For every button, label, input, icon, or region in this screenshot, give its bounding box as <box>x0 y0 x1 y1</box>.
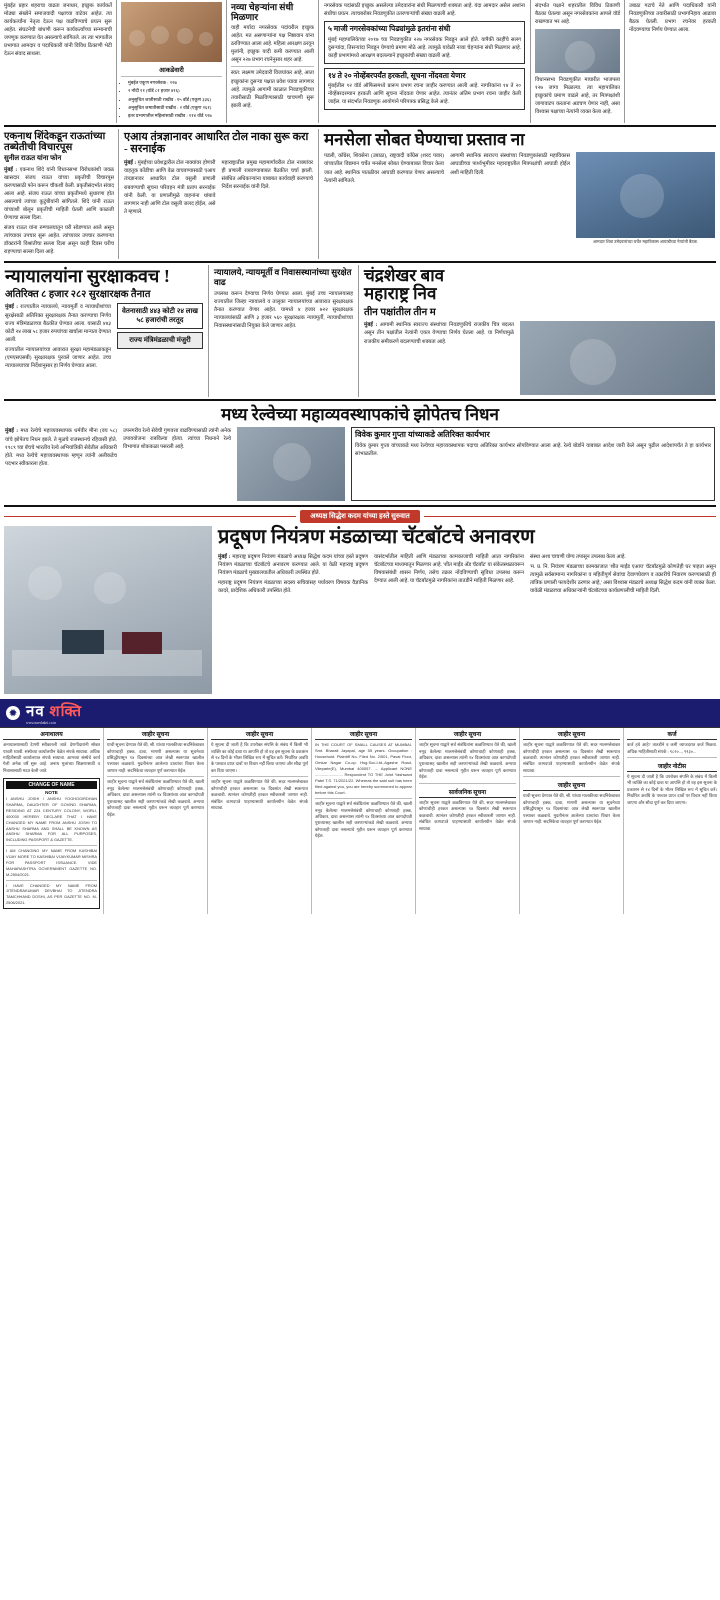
top-left-sub-column <box>226 0 318 123</box>
row3-a-text: राज्यातील न्यायालये, न्यायमूर्ती व न्यायाधीशांच्या सुरक्षेसाठी अतिरिक्त सुरक्षारक्षक तैनात करण्याचा निर्णय राज्य मंत्रिमंडळाच्या बैठकीत घेण्यात आला. यासाठी ४४३ कोटी २४ लाख ५८ हजार रुपयांच्या खर्चाला मान्यता देण्यात आली. <box>5 304 111 343</box>
row2-story-c <box>318 129 720 259</box>
top-section <box>0 0 720 123</box>
row4-sidebar-box <box>351 427 715 501</box>
facts-title: आकडेवारी <box>159 67 184 74</box>
facts-list <box>121 79 222 120</box>
row4-box-headline: विवेक कुमार गुप्ता यांच्याकडे अतिरिक्त कार्यभार <box>355 430 490 440</box>
chatbot-launch-photo <box>4 526 212 694</box>
classified-column-1 <box>0 728 104 914</box>
classified-text: जाहीर सूचना याद्वारे सर्व संबंधितांना कळविण्यात येते की, खाली नमूद केलेल्या मालमत्तेसंबंधी कोणाचाही कोणताही हक्क, अधिकार, दावा असल्यास त्यांनी १४ दिवसांच्या आत कागदोपत्री पुराव्यासह खालील सही करणाऱ्यांकडे लेखी कळवावे. अन्यथा कोणताही दावा नसल्याचे गृहीत धरून व्यवहार पूर्ण करण्यात येईल. <box>315 801 412 839</box>
classified-heading: जाहीर नोटीस <box>627 762 717 772</box>
classified-text: याची सूचना देण्यात येते की, श्री. यांच्या मालकीच्या सदनिकेबाबत कोणाचाही हक्क, दावा, मागणी असल्यास या सूचनेच्या प्रसिद्धीपासून १४ दिवसांच्या आत लेखी स्वरूपात खालील पत्त्यावर कळवावे. मुदतीनंतर आलेल्या दाव्यांचा विचार केला जाणार नाही. सदनिकेचा व्यवहार पूर्ण करण्यात येईल. <box>107 742 204 773</box>
row2-story-b <box>118 129 318 259</box>
row4-text: मध्य रेल्वेचे महाव्यवस्थापक धर्मवीर मीना (वय ५८) यांचे झोपेतच निधन झाले. ते मूळचे राजस्थानचे रहिवासी होते. १९८९ च्या बॅचचे भारतीय रेल्वे अभियांत्रिकी सेवेतील अधिकारी होते. मध्य रेल्वेचे महाव्यवस्थापक म्हणून त्यांनी अलीकडेच पदभार स्वीकारला होता. <box>5 428 118 467</box>
row3-c-dateline: मुंबई : <box>364 322 378 329</box>
row4-section <box>0 403 720 503</box>
change-of-name-box <box>3 778 100 909</box>
row2-a-text-2: संजय राऊत यांना रुग्णालयातून घरी सोडण्यात आले असून त्यांच्यावर उपचार सुरू आहेत. त्यांच्यावर उपचार करणाऱ्या डॉक्टरांनी विश्रांतीचा सल्ला दिला असून काही दिवस घरीच राहण्याचा सल्ला दिला आहे. <box>4 225 114 256</box>
row2-a-text: एकनाथ शिंदे यांनी विधानसभा विरोधकांशी जवळ खासदार संजय राऊत यांच्या प्रकृतीची विचारपूस करण्यासाठी फोन करून चौकशी केली. प्रकृतीसंदर्भात संवाद आला आहे. संजय राऊत यांच्या प्रकृतीमध्ये सुधारणा होत असल्याचे त्यांच्या कुटुंबीयांनी सांगितले. शिंदे यांनी राऊत यांच्याशी बोलून प्रकृतीची माहिती घेतली आणि काळजी घेण्याचा सल्ला दिला. <box>4 166 114 222</box>
boxed-story-1-headline: ५ माजी नगरसेवकांच्या पिढ्यांमुळे इतरांना संधी <box>328 24 451 34</box>
change-of-name-note-head: NOTE <box>45 790 58 796</box>
newspaper-logo-icon: ✹ <box>6 706 20 720</box>
feature-headline: प्रदूषण नियंत्रण मंडळाच्या चॅटबॉटचे अनावरण <box>218 526 535 549</box>
classified-text: जाहीर सूचना याद्वारे सर्व संबंधितांना कळविण्यात येते की, खाली नमूद केलेल्या मालमत्तेसंबंधी कोणाचाही कोणताही हक्क, अधिकार, दावा असल्यास त्यांनी १४ दिवसांच्या आत कागदोपत्री पुराव्यासह खालील सही करणाऱ्यांकडे लेखी कळवावे. अन्यथा कोणताही दावा नसल्याचे गृहीत धरून व्यवहार पूर्ण करण्यात येईल. <box>419 742 516 780</box>
top-right-column <box>530 0 624 123</box>
classified-heading: जाहीर सूचना <box>523 730 620 740</box>
leader-portrait-photo <box>535 29 620 73</box>
feature-col-1: महाराष्ट्र प्रदूषण नियंत्रण मंडळाचे अध्यक्ष सिद्धेश कदम यांच्या हस्ते प्रदूषण नियंत्रण मंडळाच्या चॅटबॉटचे अनावरण करण्यात आले. या वेळी महाराष्ट्र प्रदूषण नियंत्रण मंडळाचे मुख्यालयातील अधिकारी उपस्थित होते. <box>218 553 369 576</box>
rally-photo <box>121 2 222 62</box>
classified-heading: कर्ज <box>627 730 717 740</box>
row3-a-callout-1: वेतनासाठी ४४३ कोटी २४ लाख ५८ हजारांची तरतूद <box>117 303 203 329</box>
top-mid-intro: नगरसेवक पदांसाठी इच्छुक असलेल्या उमेदवारांना संधी मिळण्याची शक्यता आहे. यंदा आमदार असेल अशांना संधीचा प्रयत्न. त्याचबरोबर निवडणुकीत उतरणाऱ्यांची संख्या वाढली आहे. <box>324 3 525 18</box>
row4-dateline: मुंबई : <box>5 428 19 435</box>
top-left-text: मुंबईत प्रहार शहराचा वाढता जनाधार, इच्छुक कार्यकर्ते मोठ्या संख्येने समाजवादी पक्षाच्या वाटेवर आहेत. त्या कार्यकर्त्यांना नेतृत्व देऊन पक्ष वाढविण्याचे प्रयत्न सुरू आहेत. संघटनेची बांधणी करून कार्यकर्त्यांच्या सन्मानाची जपणूक करण्यात येत असल्याचे सांगितले. तर त्या भागातील प्रभागात आमदार व पदाधिकारी यांनी विविध ठिकाणी भेटी देऊन संवाद साधला. <box>4 3 112 58</box>
newspaper-tagline: www.navshakti.co.in <box>26 721 57 726</box>
row2-a-subhead: सुनील राऊत यांना फोन <box>4 153 62 162</box>
railway-officer-photo <box>237 427 345 501</box>
row2-story-a <box>0 129 118 259</box>
classified-column-5 <box>416 728 520 914</box>
change-of-name-entry: I HAVE CHANGED MY NAME FROM JITENDRAKUMAR DEVBHAI TO JITENDRA TAMCHHAND DOSHI, AS PER GAZETTE NO. M-2506/2021. <box>6 882 97 906</box>
row3-a-dateline: मुंबई : <box>5 304 19 311</box>
change-of-name-entry: I AM CHANGING MY NAME FROM KASHIBAI VIJAY MORE TO KASHIBAI VIJAYKUMAR MISHRA FOR PASSPORT ISSUANCE. VIDE MAHARASHTRA GOVERNMENT GAZETTE NO. M-2504/2021. <box>6 848 97 877</box>
row3-c-headline-3: तीन पक्षांतील तीन म <box>364 306 436 318</box>
politician-photo <box>520 321 715 395</box>
row2-section <box>0 129 720 259</box>
boxed-story-2 <box>324 68 525 111</box>
row2-c-text: पडली, काँग्रेस, शिवसेना (उबाठा), राष्ट्रवादी काँग्रेस (शरद पवार) यांच्यातील विद्यमान चर्चेत मनसेला सोबत घेण्याबाबत विचार केला जात आहे. स्थानिक पातळीवर आघाडी करण्यात येणार असल्याचे नेत्यांनी सांगितले. <box>324 153 444 184</box>
top-right-text-1: संदर्भात पक्षाने शहरातील विविध ठिकाणी बैठका घेतल्या असून नगरसेवकांना आपले वॉर्ड राखण्यात भर आहे. <box>535 3 620 26</box>
feature-col-2: यासंदर्भातील माहिती आणि मंडळाच्या कामकाजाची माहिती आता नागरिकांना चॅटबॉटच्या माध्यमातून मिळणार आहे. 'शीत माईंड अँड चॅटबॉट' या संकेतस्थळावरून विषयासंबंधी शासन निर्णय, तसेच तक्रार नोंदविण्याची सुविधा उपलब्ध करून देण्यात आली आहे. या चॅटबॉटमुळे नागरिकांना तातडीने माहिती मिळणार आहे. <box>374 553 524 584</box>
classified-heading: जाहीर सूचना <box>107 730 204 740</box>
top-right-column-2 <box>624 0 720 123</box>
row3-c-headline-1: चंद्रशेखर बाव <box>364 265 445 285</box>
row2-b-text-2: महाराष्ट्रातील प्रमुख महामार्गांवरील टोल नाक्यांवर ही प्रणाली राबवण्याबाबत बैठकीत चर्चा झाली. संबंधित अधिकाऱ्यांना याबाबत कार्यवाही करण्याचे निर्देश सरनाईक यांनी दिले. <box>221 160 313 191</box>
row3-a-text-2: राज्यातील न्यायालयांच्या आवारात सुरक्षा महामंडळाकडून (एमएसएसबी) सुरक्षारक्षक पुरवले जाणार आहेत. उच्च न्यायालयाच्या निर्देशानुसार हा निर्णय घेण्यात आला. <box>5 346 111 369</box>
row2-b-headline: एआय तंत्रज्ञानावर आधारित टोल नाका सुरू करा - सरनाईक <box>124 130 309 156</box>
row4-text-2: उपनगरीय रेल्वे सेवेची गुणवत्ता वाढविण्यासाठी त्यांनी अनेक उपाययोजना राबविल्या होत्या. त्यांच्या निधनाने रेल्वे विभागात शोककळा पसरली आहे. <box>123 428 231 451</box>
row3-a-headline: न्यायालयांना सुरक्षाकवच ! <box>5 265 170 286</box>
change-of-name-note: I ANSHU JOSHI / ANSHU YOGHOGIRDHAN SHARMA, DAUGHTER OF GOVIND SHARMA, RESIDING AT 224 CENTURY COLONY, WORLI, 400030 HEREBY DECLARE THAT I HAVE CHANGED MY NAME FROM ANSHU JOSHI TO ANSHU SHARMA AND SHALL BE KNOWN AS ANSHU SHARMA FOR ALL PURPOSES, INCLUDING PASSPORT & GAZETTE. <box>6 796 97 843</box>
row3-c-text: आगामी स्थानिक स्वराज्य संस्थांच्या निवडणुकीचे राजकीय चित्र बदलत असून तीन पक्षांतील नेत्यांनी एकत्र येण्याचा निर्णय घेतला आहे. या निर्णयामुळे राजकीय समीकरणे बदलण्याची शक्यता आहे. <box>364 322 515 345</box>
row4-headline: मध्य रेल्वेच्या महाव्यवस्थापकांचे झोपेतच निधन <box>221 405 499 425</box>
row3-c-headline-2: महाराष्ट्र निव <box>364 284 437 304</box>
row3-story-a <box>0 265 208 398</box>
row2-c-text-2: आगामी स्थानिक स्वराज्य संस्थांच्या निवडणुकांसाठी महाविकास आघाडीच्या पार्श्वभूमीवर महाराष्ट्रातील मित्रपक्षांची आघाडी होईल अशी माहिती दिली. <box>450 153 570 176</box>
boxed-story-2-headline: १४ ते २० नोव्हेंबरपर्यंत हरकती, सूचना नोंदवता येणार <box>328 70 466 80</box>
row4-box-text: विवेक कुमार गुप्ता यांच्याकडे मध्य रेल्वेच्या महाव्यवस्थापक पदाचा अतिरिक्त कार्यभार सोपविण्यात आला आहे. रेल्वे बोर्डाने याबाबत आदेश जारी केले असून पुढील आदेशापर्यंत ते हा कार्यभार सांभाळतील. <box>355 443 711 458</box>
row3-b-headline: न्यायालये, न्यायमूर्ती व निवासस्थानांच्या सुरक्षेत वाढ <box>214 266 352 287</box>
classified-text: जाहीर सूचना याद्वारे कळविण्यात येते की, सदर मालमत्तेबाबत कोणाचीही हरकत असल्यास १४ दिवसांत लेखी स्वरूपात कळवावी. त्यानंतर कोणतीही हरकत स्वीकारली जाणार नाही. संबंधित कागदपत्रे पाहण्यासाठी कार्यालयीन वेळेत संपर्क साधावा. <box>419 799 516 831</box>
feature-col-3b: 'म. प्र. नि. नियंत्रण मंडळाच्या कामकाजात 'शीत माईंड एआय' चॅटबॉटमुळे कोणतेही घर पाहता असून त्यामुळे सर्वसामान्य नागरिकांना व महितीपूर्ण सेवांचा देवाणघेवाण व तक्रारीचे निवारण करण्यासाठी ही तांत्रिक प्रणाली फायदेशीर ठरणार आहे,' असा विश्वास मंडळाचे अध्यक्ष सिद्धेश कदम यांनी व्यक्त केला. यावेळी मंडळाच्या अधिकाऱ्यांनी चॅटबॉटच्या कार्यप्रणालीची माहिती दिली. <box>530 563 716 594</box>
sub-headline-text: याही मर्यादा नगरसेवक पदांवरील इच्छुक आहेत. मत असणाऱ्यांना पक्ष निष्ठावान यांना ठरविण्यात आला आहे. महिला आरक्षण ठरवून मुलांनी, इच्छुक यादी कमी करण्यात आली असून २२७ प्रभाग रचनेनुसार शहर आहे. <box>231 25 314 64</box>
row3-a-subhead: अतिरिक्त ८ हजार २८२ सुरक्षारक्षक तैनात <box>5 288 151 300</box>
classified-heading: जाहीर सूचना <box>315 730 412 740</box>
top-right-text-2: विधानसभा निवडणुकीत माघारीत भाजपला १२७ जागा मिळाल्या. त्या महापालिका इच्छुकांचे प्रमाण वाढले आहे, तर मित्रपक्षांशी जागावाटप करताना अडचण येणार नाही, असा विश्वास पक्षाच्या नेत्यांनी व्यक्त केला आहे. <box>535 77 620 116</box>
classified-column-7 <box>624 728 720 914</box>
classified-text: याची सूचना देण्यात येते की, श्री. यांच्या मालकीच्या सदनिकेबाबत कोणाचाही हक्क, दावा, मागणी असल्यास या सूचनेच्या प्रसिद्धीपासून १४ दिवसांच्या आत लेखी स्वरूपात खालील पत्त्यावर कळवावे. मुदतीनंतर आलेल्या दाव्यांचा विचार केला जाणार नाही. सदनिकेचा व्यवहार पूर्ण करण्यात येईल. <box>523 793 620 825</box>
court-notice-text: IN THE COURT OF SMALL CAUSES AT MUMBAI. Smt. Bharati Jayapal, age 55 years. Occupation : Household. Plaintiff No. Filed No. 2/501, Pavai Floor, Omkar Nagar Co-op. Hsg.Soc.Ltd.,Agashe Road, Vileparle(E), Mumbai 400057. ... Applicant NONE ......................... Respondent TO THE Joint Yashwant Patel T.S. 71/2021/22. Whereas the said suit has been filed against you, you are hereby summoned to appear before this Court. <box>315 742 412 796</box>
classified-column-3 <box>208 728 312 914</box>
top-left-photo-column <box>116 0 226 123</box>
row2-b-dateline: मुंबई : <box>124 160 137 166</box>
change-of-name-heading: CHANGE OF NAME <box>6 781 97 789</box>
classified-column-4 <box>312 728 416 914</box>
classified-text: ये सूचना दी जाती है कि उपरोक्त संपत्ति के संबंध में किसी भी व्यक्ति का कोई दावा या आपत्ति हो तो वह इस सूचना के प्रकाशन से १४ दिनों के भीतर लिखित रूप में सूचित करें। निर्धारित अवधि के पश्चात प्राप्त दावों पर विचार नहीं किया जाएगा और सौदा पूर्ण कर दिया जाएगा। <box>627 774 717 805</box>
classified-text: जाहीर सूचना याद्वारे सर्व संबंधितांना कळविण्यात येते की, खाली नमूद केलेल्या मालमत्तेसंबंधी कोणाचाही कोणताही हक्क, अधिकार, दावा असल्यास त्यांनी १४ दिवसांच्या आत कागदोपत्री पुराव्यासह खालील सही करणाऱ्यांकडे लेखी कळवावे. अन्यथा कोणताही दावा नसल्याचे गृहीत धरून व्यवहार पूर्ण करण्यात येईल. <box>107 779 204 817</box>
row2-b-text: मुंबईच्या प्रवेशद्वारील टोल नाक्यांवर होणारी वाहतूक कोंडीचा आणि वेळ वाचवण्यासाठी एआय तंत्रज्ञानावर आधारित टोल वसुली प्रणाली राबवण्याची सूचना परिवहन मंत्री प्रताप सरनाईक यांनी केली. या प्रणालीमुळे वाहनांना थांबावे लागणार नाही आणि टोल वसुली जलद होईल, असे ते म्हणाले. <box>124 160 216 215</box>
row3-b-text: उपलब्ध करून देण्याचा निर्णय घेण्यात आला. मुंबई उच्च न्यायालयासह राज्यातील जिल्हा न्यायालये व तालुका न्यायालयांच्या आवारात सुरक्षारक्षक तैनात करण्यात येणार आहेत. यामध्ये ४ हजार ७२२ सुरक्षारक्षक न्यायालयांसाठी आणि ३ हजार ५६० सुरक्षारक्षक न्यायमूर्ती, न्यायाधीशांच्या निवासस्थानांसाठी नियुक्त केले जाणार आहेत. <box>214 290 353 330</box>
classified-text: कर्ज हवे आहे? तातडीने व कमी व्याजदरात कर्ज मिळवा. अधिक माहितीसाठी संपर्क : ९८२०..., ९९३०... <box>627 742 717 754</box>
newspaper-title-accent: शक्ति <box>49 704 83 721</box>
fact-item: • अनुसूचित जातीसाठी राखीव : १५ वॉर्ड (एकूण ३३६) <box>128 96 222 103</box>
classified-heading: अनाथालय <box>3 730 100 740</box>
sub-headline-text-2: स्वत: लक्ष्मण उमेदवारी विजयांकर आहे, आता इच्छुकांना दुसऱ्या पक्षात प्रवेश घ्यावा लागणार आहे. त्यामुळे आगामी काळात निवडणुकीच्या तयारीसाठी मिळविण्यासाठी चाचपणी सुरू झाली आहे. <box>231 70 314 109</box>
top-right-text-3: उबाठा गटाचे नेते आणि पदाधिकारी यांनी निवडणुकीच्या तयारीसाठी प्रभागनिहाय आढावा बैठक घेतली. प्रभाग रचनेवर हरकती नोंदवण्याचा निर्णय घेण्यात आला. <box>629 3 716 34</box>
row2-a-dateline: मुंबई : <box>4 166 18 173</box>
fact-item: • अनुसूचित जमातीसाठी राखीव : २ वॉर्ड (एकूण २६१) <box>128 104 222 111</box>
boxed-story-2-text: मुंबईतील ९२ वॉर्ड ऑफिसमध्ये प्रारूप प्रभाग रचना जाहीर करण्यात आली आहे. नागरिकांना १४ ते २० नोव्हेंबरदरम्यान हरकती आणि सूचना नोंदवता येणार आहेत. त्यानंतर अंतिम प्रभाग रचना जाहीर केली जाईल. या संदर्भात निवडणूक आयोगाने परिपत्रक प्रसिद्ध केले आहे. <box>328 83 521 106</box>
classified-column-2 <box>104 728 208 914</box>
boxed-story-1 <box>324 21 525 64</box>
classified-heading: जाहीर सूचना <box>211 730 308 740</box>
minister-photo <box>576 152 715 238</box>
masthead <box>0 699 720 727</box>
feature-col-1b: महाराष्ट्र प्रदूषण नियंत्रण मंडळाच्या सदस्य सचिवांसह पर्यावरण विषयक वैज्ञानिक कादरे, प्रादेशिक अधिकारी उपस्थित होते. <box>218 580 368 595</box>
row3-a-callout-2: राज्य मंत्रिमंडळाची मंजुरी <box>117 332 203 349</box>
row3-section <box>0 265 720 398</box>
classified-text: अनाथालयासाठी देणगी स्वीकारली जाते. देणगीदारांनी सोबत पावती घ्यावी. संस्थेच्या कार्यालयीन वेळेत संपर्क साधावा. अधिक माहितीसाठी कार्यालयात संपर्क साधावा. आमच्या संस्थेचे कार्य गेली अनेक वर्षे सुरू आहे. अनाथ मुलांच्या शिक्षणासाठी व निवासासाठी मदत केली जाते. <box>3 742 100 773</box>
feature-col-3: संस्था अशा चाचणी योग्य तपासून उपलब्ध केला आहे. <box>530 553 626 560</box>
fact-item: • मुंबईत एकूण नगरसेवक : २२७ <box>128 79 222 86</box>
classifieds-section <box>0 727 720 914</box>
classified-heading: जाहीर सूचना <box>523 781 620 791</box>
row2-c-photo-caption: आमदार शिवा उमेदवारांच्या चर्चेत महाविकास आघाडीच्या नेत्यांची बैठक. <box>592 239 699 245</box>
top-mid-column <box>318 0 530 123</box>
classified-heading: जाहीर सूचना <box>419 730 516 740</box>
fact-item: • इतर प्रभागातील महिलांसाठी राखीव : ११४ वॉर्ड ९२७ <box>128 112 222 119</box>
row3-story-b <box>208 265 358 398</box>
classified-text: जाहीर सूचना याद्वारे कळविण्यात येते की, सदर मालमत्तेबाबत कोणाचीही हरकत असल्यास १४ दिवसांत लेखी स्वरूपात कळवावी. त्यानंतर कोणतीही हरकत स्वीकारली जाणार नाही. संबंधित कागदपत्रे पाहण्यासाठी कार्यालयीन वेळेत संपर्क साधावा. <box>211 779 308 811</box>
row2-a-headline: एकनाथ शिंदेकडून राऊतांच्या तब्येतीची विचारपूस <box>4 130 106 153</box>
feature-dateline: मुंबई : <box>218 553 231 560</box>
classified-text: ये सूचना दी जाती है कि उपरोक्त संपत्ति के संबंध में किसी भी व्यक्ति का कोई दावा या आपत्ति हो तो वह इस सूचना के प्रकाशन से १४ दिनों के भीतर लिखित रूप में सूचित करें। निर्धारित अवधि के पश्चात प्राप्त दावों पर विचार नहीं किया जाएगा और सौदा पूर्ण कर दिया जाएगा। <box>211 742 308 773</box>
classified-text: जाहीर सूचना याद्वारे कळविण्यात येते की, सदर मालमत्तेबाबत कोणाचीही हरकत असल्यास १४ दिवसांत लेखी स्वरूपात कळवावी. त्यानंतर कोणतीही हरकत स्वीकारली जाणार नाही. संबंधित कागदपत्रे पाहण्यासाठी कार्यालयीन वेळेत संपर्क साधावा. <box>523 742 620 773</box>
row3-story-c <box>358 265 720 398</box>
feature-section <box>0 509 720 695</box>
row2-c-headline: मनसेला सोबत घेण्याचा प्रस्ताव ना <box>324 129 525 149</box>
sub-headline: नव्या चेहऱ्यांना संधी मिळणार <box>231 2 294 23</box>
boxed-story-1-text: मुंबई महापालिकेच्या २०१७ च्या निवडणुकीत २२७ नगरसेवक निवडून आले होते. यापैकी काहींचे सलग दुसऱ्यांदा, तिसऱ्यांदा निवडून येण्याचे प्रमाण मोठे आहे. त्यामुळे यावेळी नव्या चेहऱ्यांना संधी मिळणार आहे. काही प्रभागांमध्ये आरक्षण बदलल्याने इच्छुकांची संख्या वाढली आहे. <box>328 36 521 59</box>
fact-item: • २ नोंदी ११ (वॉर्ड ८१ हजार ४१६) <box>128 87 222 94</box>
newspaper-title: नव शक्ति <box>26 704 83 721</box>
classified-column-6 <box>520 728 624 914</box>
classified-heading: सार्वजनिक सूचना <box>419 788 516 798</box>
feature-band: अध्यक्ष सिद्धेश कदम यांच्या हस्ते सुरुवात <box>300 510 420 523</box>
top-left-column <box>0 0 116 123</box>
